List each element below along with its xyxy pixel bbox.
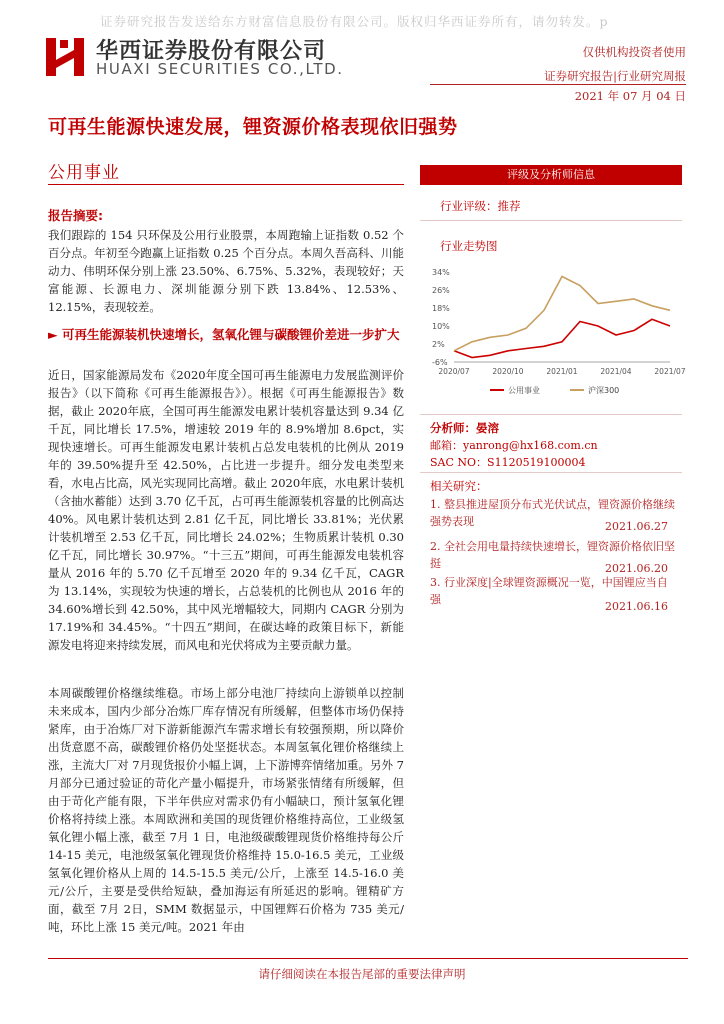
- footer-rule: [48, 958, 688, 959]
- x-tick-label: 2021/07: [654, 367, 686, 376]
- related-item-date: 2021.06.27: [605, 520, 668, 533]
- x-tick-label: 2020/10: [492, 367, 524, 376]
- audience-note: 仅供机构投资者使用: [582, 45, 686, 59]
- analyst-sac: SAC NO：S1120519100004: [430, 456, 586, 469]
- y-tick-label: 34%: [432, 268, 450, 277]
- related-item-date: 2021.06.16: [605, 600, 668, 613]
- related-item[interactable]: 3. 行业深度|全球锂资源概况一览，中国锂应当自强: [430, 576, 668, 606]
- industry-trend-chart: [420, 262, 686, 402]
- trend-label: 行业走势图: [440, 239, 498, 253]
- analyst-rule: [420, 472, 682, 473]
- related-label: 相关研究：: [430, 479, 488, 493]
- sidebar-header: 评级及分析师信息: [420, 165, 682, 185]
- report-type: 证券研究报告|行业研究周报: [544, 69, 686, 83]
- legend-label: 沪深300: [588, 386, 620, 395]
- x-tick-label: 2021/04: [600, 367, 632, 376]
- legend-label: 公用事业: [508, 386, 540, 395]
- report-date: 2021 年 07 月 04 日: [574, 89, 686, 103]
- y-tick-label: 10%: [432, 322, 450, 331]
- chart-rule: [420, 414, 682, 415]
- industry-rating: 行业评级：推荐: [440, 199, 521, 213]
- company-name-cn: 华西证券股份有限公司: [96, 39, 327, 64]
- summary-heading: 报告摘要:: [48, 208, 103, 223]
- analyst-email[interactable]: 邮箱：yanrong@hx168.com.cn: [430, 439, 598, 452]
- company-name-en: HUAXI SECURITIES CO.,LTD.: [96, 60, 344, 78]
- section-heading: ► 可再生能源装机快速增长，氢氧化锂与碳酸锂价差进一步扩大: [48, 327, 400, 342]
- rating-rule: [420, 220, 682, 221]
- industry-label: 公用事业: [48, 163, 120, 183]
- y-tick-label: -6%: [432, 358, 448, 367]
- report-title: 可再生能源快速发展，锂资源价格表现依旧强势: [48, 116, 458, 138]
- analyst-name: 分析师：晏溶: [430, 421, 499, 435]
- huaxi-logo-icon: [44, 34, 88, 78]
- x-tick-label: 2021/01: [546, 367, 578, 376]
- y-tick-label: 18%: [432, 304, 450, 313]
- header-rule: [430, 84, 686, 85]
- watermark-text: 证券研究报告发送给东方财富信息股份有限公司。版权归华西证券所有，请勿转发。p: [100, 14, 609, 29]
- y-tick-label: 2%: [432, 340, 445, 349]
- summary-paragraph-2: 近日，国家能源局发布《2020年度全国可再生能源电力发展监测评价报告》（以下简称《可再生能源报告》）。根据《可再生能源报告》数据，截止 2020年底，全国可再生能源发电累计装机容量达到 9.34 亿千瓦，同比增长 17.5%，增速较 2019 年的 8.9%增加 8.6pct，实现快速增长。可再生能源发电累计装机占总发电装机的比例从 2019 年的 39.50%提升至 42.50%，占比进一步提升。细分发电类型来看，水电占比高，风光实现同比高增。截止 2020年底，水电累计装机（含抽水蓄能）达到 3.70 亿千瓦，占可再生能源装机容量的比例高达 40%。风电累计装机达到 2.81 亿千瓦，同比增长 33.81%；光伏累计装机增至 2.53 亿千瓦，同比增长 24.02%；生物质累计装机 0.30亿千瓦，同比增长 30.97%。“十三五”期间，可再生能源发电装机容量从 2016 年的 5.70 亿千瓦增至 2020 年的 9.34 亿千瓦，CAGR 为 13.14%，实现较为快速的增长，占总装机的比例也从 2016 年的 34.60%增长到 42.50%，其中风光增幅较大，同期内 CAGR 分别为 17.19%和 34.45%。“十四五”期间，在碳达峰的政策目标下，新能源发电将迎来持续发展，而风电和光伏将成为主要贡献力量。: [48, 368, 404, 652]
- y-tick-label: 26%: [432, 286, 450, 295]
- summary-paragraph-3: 本周碳酸锂价格继续维稳。市场上部分电池厂持续向上游锁单以控制未来成本，国内少部分冶炼厂库存情况有所缓解，但整体市场仍保持紧库，由于冶炼厂对下游新能源汽车需求增长有较强预期，所以降价出货意愿不高，碳酸锂价格仍处坚挺状态。本周氢氧化锂价格继续上涨，主流大厂对 7月现货报价小幅上调，上下游博弈情绪加重。另外 7月部分已通过验证的苛化产量小幅提升，市场紧张情绪有所缓解，但由于苛化产能有限，下半年供应对需求仍有小幅缺口，预计氢氧化锂价格将持续上涨。本周欧洲和美国的现货锂价格维持高位，工业级氢氧化锂小幅上涨，截至 7月 1 日，电池级碳酸锂现货价格维持每公斤 14-15 美元，电池级氢氧化锂现货价格维持 15.0-16.5 美元，工业级氢氧化锂价格从上周的 14.5-15.5 美元/公斤，上涨至 14.5-16.0 美元/公斤，主要是受供给短缺，叠加海运有所延迟的影响。锂精矿方面，截至 7月 2日，SMM 数据显示，中国锂辉石价格为 735 美元/吨，环比上涨 15 美元/吨。2021 年由: [48, 686, 404, 934]
- summary-paragraph-1: 我们跟踪的 154 只环保及公用行业股票，本周跑输上证指数 0.52 个百分点。年初至今跑赢上证指数 0.25 个百分点。本周久吾高科、川能动力、伟明环保分别上涨 23.50%、6.75%、5.32%，表现较好；天富能源、长源电力、深圳能源分别下跌 13.84%、12.53%、12.15%，表现较差。: [48, 228, 404, 314]
- legal-notice[interactable]: 请仔细阅读在本报告尾部的重要法律声明: [258, 967, 466, 981]
- series-line-1: [454, 277, 670, 351]
- related-item[interactable]: 1. 整县推进屋顶分布式光伏试点，锂资源价格继续强势表现: [430, 498, 675, 528]
- x-tick-label: 2020/07: [438, 367, 470, 376]
- industry-rule: [48, 184, 404, 185]
- related-item-date: 2021.06.20: [605, 562, 668, 575]
- related-item[interactable]: 2. 全社会用电量持续快速增长，锂资源价格依旧坚挺: [430, 540, 675, 570]
